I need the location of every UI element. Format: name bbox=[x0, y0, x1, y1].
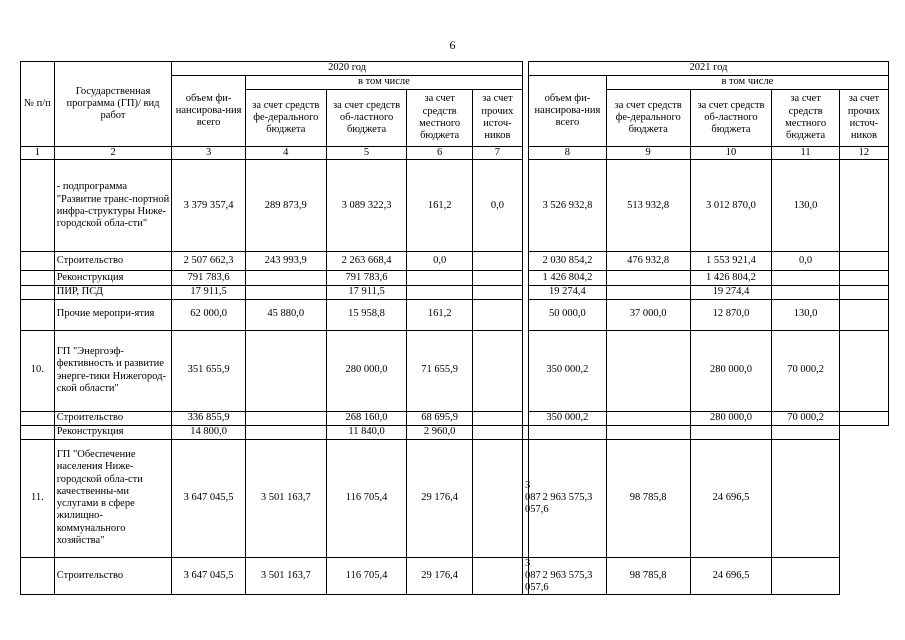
value-cell: 17 911,5 bbox=[326, 286, 407, 299]
value-cell: 12 870,0 bbox=[690, 299, 772, 330]
value-cell bbox=[407, 271, 472, 286]
value-cell bbox=[772, 425, 839, 439]
col-number: 10 bbox=[690, 147, 772, 160]
value-cell: 19 274,4 bbox=[690, 286, 772, 299]
header-total-2020: объем фи-нансирова-ния всего bbox=[172, 76, 246, 147]
value-cell: 280 000,0 bbox=[326, 330, 407, 411]
value-cell bbox=[472, 425, 522, 439]
value-cell bbox=[772, 439, 839, 557]
table-body bbox=[21, 62, 889, 595]
header-other-2021: за счет прочих источ-ников bbox=[839, 90, 888, 147]
value-cell bbox=[472, 439, 522, 557]
value-cell: 11 840,0 bbox=[326, 425, 407, 439]
row-number-cell bbox=[21, 425, 55, 439]
value-cell bbox=[472, 252, 522, 271]
row-number-cell bbox=[21, 299, 55, 330]
col-number: 4 bbox=[245, 147, 326, 160]
column-number-row bbox=[21, 147, 889, 160]
value-cell bbox=[839, 299, 888, 330]
value-cell bbox=[839, 252, 888, 271]
value-cell bbox=[529, 425, 607, 439]
value-cell: 130,0 bbox=[772, 160, 839, 252]
value-cell: 17 911,5 bbox=[172, 286, 246, 299]
value-cell: 2 263 668,4 bbox=[326, 252, 407, 271]
col-number: 1 bbox=[21, 147, 55, 160]
value-cell: 70 000,2 bbox=[772, 330, 839, 411]
row-number-cell: 10. bbox=[21, 330, 55, 411]
value-cell bbox=[472, 271, 522, 286]
value-cell: 1 553 921,4 bbox=[690, 252, 772, 271]
value-cell: 130,0 bbox=[772, 299, 839, 330]
header-num: № п/п bbox=[21, 62, 55, 147]
value-cell bbox=[472, 411, 522, 425]
value-cell: 1 426 804,2 bbox=[529, 271, 607, 286]
col-number: 11 bbox=[772, 147, 839, 160]
col-number: 9 bbox=[606, 147, 690, 160]
value-cell: 37 000,0 bbox=[606, 299, 690, 330]
value-cell bbox=[245, 330, 326, 411]
value-cell: 71 655,9 bbox=[407, 330, 472, 411]
value-cell: 15 958,8 bbox=[326, 299, 407, 330]
table-row bbox=[21, 557, 889, 595]
header-including-2021: в том числе bbox=[606, 76, 888, 90]
value-cell: 50 000,0 bbox=[529, 299, 607, 330]
header-total-2021: объем фи-нансирова-ния всего bbox=[529, 76, 607, 147]
row-name-cell: ГП "Энергоэф-фективность и развитие энерге-тики Нижегород-ской области" bbox=[54, 330, 172, 411]
value-cell: 3 089 322,3 bbox=[326, 160, 407, 252]
row-name-cell: Строительство bbox=[54, 557, 172, 595]
value-cell: 116 705,4 bbox=[326, 439, 407, 557]
value-cell: 3 379 357,4 bbox=[172, 160, 246, 252]
value-cell: 116 705,4 bbox=[326, 557, 407, 595]
value-cell: 161,2 bbox=[407, 160, 472, 252]
row-name-cell: ПИР, ПСД bbox=[54, 286, 172, 299]
value-cell: 243 993,9 bbox=[245, 252, 326, 271]
value-cell: 70 000,2 bbox=[772, 411, 839, 425]
row-name-cell: - подпрограмма "Развитие транс-портной инфра-структуры Ниже-городской обла-сти" bbox=[54, 160, 172, 252]
header-regional-2021: за счет средств об-ластного бюджета bbox=[690, 90, 772, 147]
value-cell bbox=[606, 425, 690, 439]
row-number-cell bbox=[21, 160, 55, 252]
col-number: 7 bbox=[472, 147, 522, 160]
value-cell: 3 087 057,6 bbox=[522, 557, 528, 595]
value-cell: 0,0 bbox=[472, 160, 522, 252]
row-name-cell: Реконструкция bbox=[54, 271, 172, 286]
value-cell: 2 963 575,3 bbox=[529, 439, 607, 557]
row-name-cell: ГП "Обеспечение населения Ниже-городской обла-сти качественны-ми услугами в сфере жилищно-коммунального хозяйства" bbox=[54, 439, 172, 557]
header-row-years bbox=[21, 62, 889, 76]
table-row bbox=[21, 425, 889, 439]
value-cell: 3 647 045,5 bbox=[172, 557, 246, 595]
value-cell bbox=[606, 330, 690, 411]
header-federal-2020: за счет средств фе-дерального бюджета bbox=[245, 90, 326, 147]
row-name-cell: Строительство bbox=[54, 411, 172, 425]
value-cell bbox=[772, 557, 839, 595]
table-row bbox=[21, 271, 889, 286]
row-number-cell bbox=[21, 286, 55, 299]
value-cell bbox=[245, 286, 326, 299]
table-row bbox=[21, 286, 889, 299]
header-year-2020: 2020 год bbox=[172, 62, 523, 76]
value-cell bbox=[772, 271, 839, 286]
value-cell bbox=[839, 411, 888, 425]
value-cell: 68 695,9 bbox=[407, 411, 472, 425]
value-cell: 350 000,2 bbox=[529, 330, 607, 411]
value-cell bbox=[839, 286, 888, 299]
row-number-cell bbox=[21, 557, 55, 595]
header-regional-2020: за счет средств об-ластного бюджета bbox=[326, 90, 407, 147]
value-cell bbox=[606, 271, 690, 286]
value-cell: 476 932,8 bbox=[606, 252, 690, 271]
value-cell bbox=[839, 330, 888, 411]
value-cell: 29 176,4 bbox=[407, 439, 472, 557]
row-name-cell: Прочие меропри-ятия bbox=[54, 299, 172, 330]
value-cell: 2 963 575,3 bbox=[529, 557, 607, 595]
value-cell bbox=[839, 271, 888, 286]
header-local-2021: за счет средств местного бюджета bbox=[772, 90, 839, 147]
value-cell: 98 785,8 bbox=[606, 557, 690, 595]
header-local-2020: за счет средств местного бюджета bbox=[407, 90, 472, 147]
value-cell: 3 012 870,0 bbox=[690, 160, 772, 252]
value-cell: 0,0 bbox=[772, 252, 839, 271]
value-cell: 161,2 bbox=[407, 299, 472, 330]
table-row bbox=[21, 299, 889, 330]
value-cell: 3 526 932,8 bbox=[529, 160, 607, 252]
value-cell: 1 426 804,2 bbox=[690, 271, 772, 286]
table-row bbox=[21, 160, 889, 252]
value-cell: 62 000,0 bbox=[172, 299, 246, 330]
header-including-2020: в том числе bbox=[245, 76, 522, 90]
col-number: 3 bbox=[172, 147, 246, 160]
row-number-cell bbox=[21, 252, 55, 271]
value-cell: 351 655,9 bbox=[172, 330, 246, 411]
value-cell: 24 696,5 bbox=[690, 439, 772, 557]
table-row bbox=[21, 252, 889, 271]
value-cell bbox=[245, 411, 326, 425]
row-name-cell: Строительство bbox=[54, 252, 172, 271]
value-cell: 3 647 045,5 bbox=[172, 439, 246, 557]
value-cell: 3 501 163,7 bbox=[245, 439, 326, 557]
table-row bbox=[21, 439, 889, 557]
col-number: 6 bbox=[407, 147, 472, 160]
col-number: 2 bbox=[54, 147, 172, 160]
value-cell bbox=[407, 286, 472, 299]
col-number: 12 bbox=[839, 147, 888, 160]
header-year-2021: 2021 год bbox=[529, 62, 889, 76]
value-cell: 336 855,9 bbox=[172, 411, 246, 425]
value-cell: 791 783,6 bbox=[172, 271, 246, 286]
row-number-cell: 11. bbox=[21, 439, 55, 557]
table-row bbox=[21, 330, 889, 411]
value-cell: 2 030 854,2 bbox=[529, 252, 607, 271]
value-cell bbox=[472, 330, 522, 411]
value-cell: 513 932,8 bbox=[606, 160, 690, 252]
header-federal-2021: за счет средств фе-дерального бюджета bbox=[606, 90, 690, 147]
value-cell: 791 783,6 bbox=[326, 271, 407, 286]
value-cell bbox=[472, 299, 522, 330]
value-cell: 98 785,8 bbox=[606, 439, 690, 557]
table-row bbox=[21, 411, 889, 425]
value-cell: 19 274,4 bbox=[529, 286, 607, 299]
value-cell: 2 960,0 bbox=[407, 425, 472, 439]
value-cell bbox=[606, 411, 690, 425]
value-cell: 268 160,0 bbox=[326, 411, 407, 425]
financing-table bbox=[20, 61, 889, 595]
header-program: Государственная программа (ГП)/ вид работ bbox=[54, 62, 172, 147]
value-cell: 0,0 bbox=[407, 252, 472, 271]
value-cell: 280 000,0 bbox=[690, 330, 772, 411]
value-cell: 289 873,9 bbox=[245, 160, 326, 252]
value-cell: 280 000,0 bbox=[690, 411, 772, 425]
page-number: 6 bbox=[449, 38, 456, 52]
value-cell: 3 087 057,6 bbox=[522, 439, 528, 557]
value-cell: 29 176,4 bbox=[407, 557, 472, 595]
value-cell bbox=[839, 160, 888, 252]
value-cell bbox=[472, 557, 522, 595]
value-cell bbox=[772, 286, 839, 299]
row-name-cell: Реконструкция bbox=[54, 425, 172, 439]
value-cell bbox=[472, 286, 522, 299]
col-number: 5 bbox=[326, 147, 407, 160]
value-cell: 45 880,0 bbox=[245, 299, 326, 330]
value-cell: 3 501 163,7 bbox=[245, 557, 326, 595]
value-cell bbox=[245, 425, 326, 439]
value-cell: 14 800,0 bbox=[172, 425, 246, 439]
value-cell: 2 507 662,3 bbox=[172, 252, 246, 271]
value-cell: 24 696,5 bbox=[690, 557, 772, 595]
header-other-2020: за счет прочих источ-ников bbox=[472, 90, 522, 147]
col-number: 8 bbox=[529, 147, 607, 160]
value-cell bbox=[690, 425, 772, 439]
value-cell: 350 000,2 bbox=[529, 411, 607, 425]
value-cell bbox=[245, 271, 326, 286]
value-cell bbox=[606, 286, 690, 299]
row-number-cell bbox=[21, 411, 55, 425]
row-number-cell bbox=[21, 271, 55, 286]
